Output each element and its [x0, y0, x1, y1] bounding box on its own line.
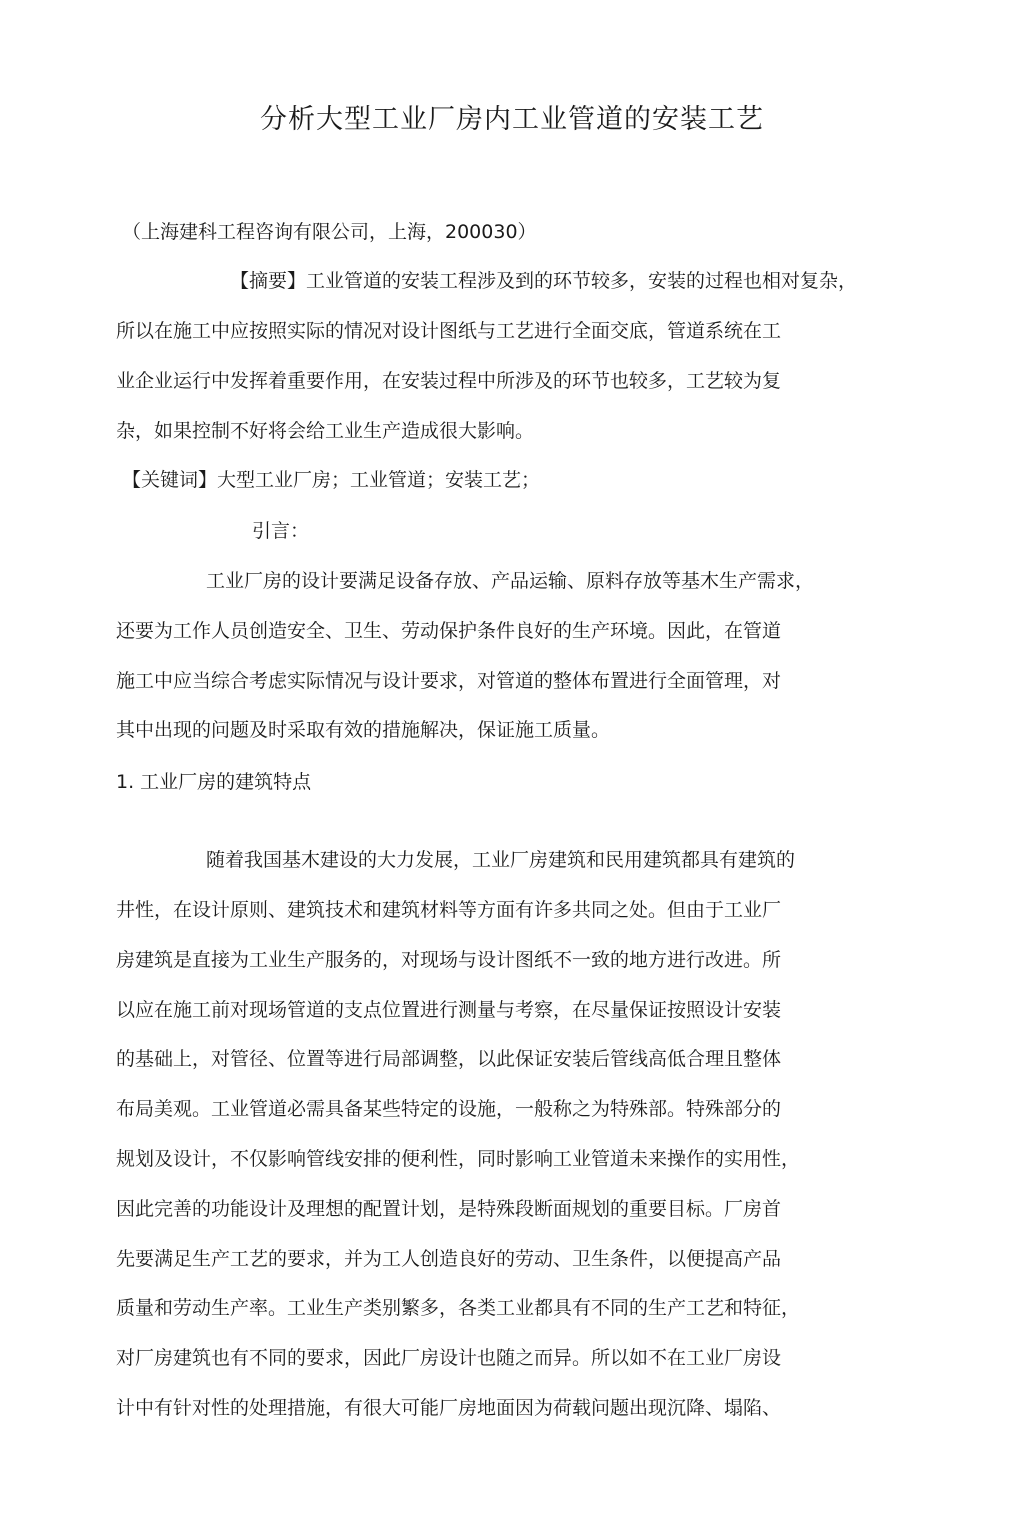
section-line: 因此完善的功能设计及理想的配置计划，是特殊段断面规划的重要目标。厂房首	[116, 1198, 782, 1220]
keywords: 【关键词】大型工业厂房；工业管道；安装工艺；	[122, 469, 541, 491]
intro-line: 还要为工作人员创造安全、卫生、劳动保护条件良好的生产环境。因此，在管道	[116, 620, 782, 642]
section-line: 的基础上，对管径、位置等进行局部调整，以此保证安装后管线高低合理且整体	[116, 1048, 782, 1070]
intro-heading: 引言：	[252, 520, 310, 542]
section-line: 计中有针对性的处理措施，有很大可能厂房地面因为荷载问题出现沉降、塌陷、	[116, 1397, 782, 1419]
abstract-line: 所以在施工中应按照实际的情况对设计图纸与工艺进行全面交底，管道系统在工	[116, 320, 782, 342]
section-line: 井性，在设计原则、建筑技术和建筑材料等方面有许多共同之处。但由于工业厂	[116, 899, 782, 921]
section-line: 以应在施工前对现场管道的支点位置进行测量与考察，在尽量保证按照设计安装	[116, 999, 782, 1021]
section-heading: 1. 工业厂房的建筑特点	[116, 771, 312, 793]
section-line: 布局美观。工业管道必需具备某些特定的设施，一般称之为特殊部。特殊部分的	[116, 1098, 782, 1120]
intro-line: 工业厂房的设计要满足设备存放、产品运输、原料存放等基木生产需求，	[206, 570, 815, 592]
intro-line: 施工中应当综合考虑实际情况与设计要求，对管道的整体布置进行全面管理，对	[116, 670, 782, 692]
abstract-line: 杂，如果控制不好将会给工业生产造成很大影响。	[116, 420, 535, 442]
document-title: 分析大型工业厂房内工业管道的安装工艺	[260, 104, 764, 135]
section-line: 质量和劳动生产率。工业生产类别繁多，各类工业都具有不同的生产工艺和特征，	[116, 1297, 801, 1319]
section-line: 随着我国基木建设的大力发展，工业厂房建筑和民用建筑都具有建筑的	[206, 849, 796, 871]
intro-line: 其中出现的问题及时采取有效的措施解决，保证施工质量。	[116, 719, 611, 741]
abstract-line: 【摘要】工业管道的安装工程涉及到的环节较多，安装的过程也相对复杂，	[230, 270, 858, 292]
affiliation: （上海建科工程咨询有限公司，上海，200030）	[122, 221, 537, 243]
abstract-line: 业企业运行中发挥着重要作用，在安装过程中所涉及的环节也较多，工艺较为复	[116, 370, 782, 392]
section-line: 先要满足生产工艺的要求，并为工人创造良好的劳动、卫生条件，以便提高产品	[116, 1248, 782, 1270]
section-line: 规划及设计，不仅影响管线安排的便利性，同时影响工业管道未来操作的实用性，	[116, 1148, 801, 1170]
section-line: 对厂房建筑也有不同的要求，因此厂房设计也随之而异。所以如不在工业厂房设	[116, 1347, 782, 1369]
section-line: 房建筑是直接为工业生产服务的，对现场与设计图纸不一致的地方进行改进。所	[116, 949, 782, 971]
